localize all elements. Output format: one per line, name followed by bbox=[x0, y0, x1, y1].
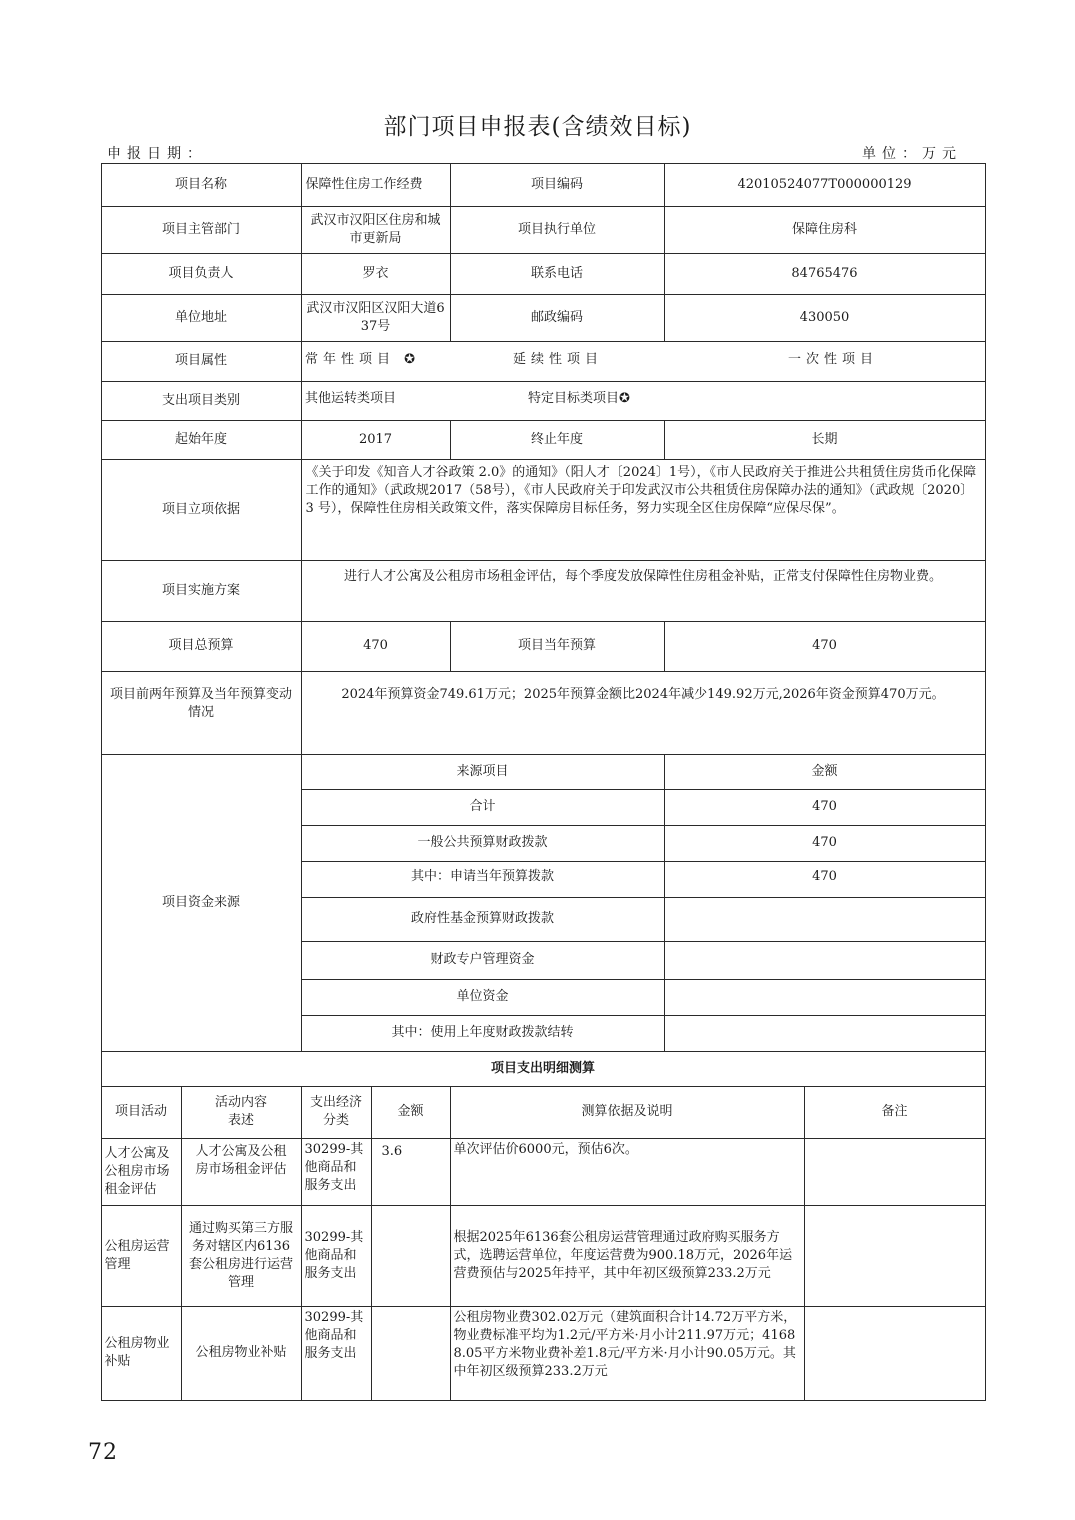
attr-option-annual: 常年性项目 ✪ bbox=[305, 352, 421, 367]
owner-label: 项目负责人 bbox=[101, 253, 302, 295]
detail-header-content: 活动内容表述 bbox=[181, 1086, 302, 1139]
funding-row-amount: 470 bbox=[664, 789, 986, 826]
page-number: 72 bbox=[88, 1440, 118, 1465]
funding-col-amount: 金额 bbox=[664, 754, 986, 790]
end-year-value: 长期 bbox=[664, 420, 986, 460]
detail-row-basis: 根据2025年6136套公租房运营管理通过政府购买服务方式，选聘运营单位，年度运营费为900.18万元，2026年运营费预估与2025年持平，其中年初区级预算233.2万元 bbox=[450, 1205, 805, 1307]
start-year-label: 起始年度 bbox=[101, 420, 302, 460]
funding-row-amount: 470 bbox=[664, 825, 986, 862]
detail-row-basis: 单次评估价6000元，预估6次。 bbox=[450, 1138, 805, 1206]
plan-label: 项目实施方案 bbox=[101, 560, 302, 622]
funding-row-source: 其中：使用上年度财政拨款结转 bbox=[301, 1015, 665, 1052]
project-name-label: 项目名称 bbox=[101, 163, 302, 207]
funding-source-label: 项目资金来源 bbox=[101, 754, 302, 1052]
budget-change-value: 2024年预算资金749.61万元；2025年预算金额比2024年减少149.92万元,2026年资金预算470万元。 bbox=[301, 671, 986, 755]
funding-row-source: 其中：申请当年预算拨款 bbox=[301, 861, 665, 898]
detail-row-activity: 人才公寓及公租房市场租金评估 bbox=[101, 1138, 182, 1206]
year-budget-value: 470 bbox=[664, 621, 986, 672]
detail-row-amount: 3.6 bbox=[371, 1138, 451, 1206]
funding-row-amount bbox=[664, 979, 986, 1016]
detail-header-basis: 测算依据及说明 bbox=[450, 1086, 805, 1139]
detail-row-econ: 30299-其他商品和服务支出 bbox=[301, 1138, 372, 1206]
project-code-value: 42010524077T000000129 bbox=[664, 163, 986, 207]
project-code-label: 项目编码 bbox=[450, 163, 665, 207]
page-title: 部门项目申报表(含绩效目标) bbox=[383, 114, 692, 140]
total-budget-label: 项目总预算 bbox=[101, 621, 302, 672]
detail-header-amount: 金额 bbox=[371, 1086, 451, 1139]
funding-row-source: 财政专户管理资金 bbox=[301, 941, 665, 980]
start-year-value: 2017 bbox=[301, 420, 451, 460]
funding-row-source: 合计 bbox=[301, 789, 665, 826]
total-budget-value: 470 bbox=[301, 621, 451, 672]
address-value: 武汉市汉阳区汉阳大道637号 bbox=[301, 294, 451, 342]
funding-row-amount: 470 bbox=[664, 861, 986, 898]
funding-row-source: 一般公共预算财政拨款 bbox=[301, 825, 665, 862]
detail-row-econ: 30299-其他商品和服务支出 bbox=[301, 1306, 372, 1401]
detail-row-amount bbox=[371, 1306, 451, 1401]
address-label: 单位地址 bbox=[101, 294, 302, 342]
exec-unit-value: 保障住房科 bbox=[664, 206, 986, 254]
detail-row-amount bbox=[371, 1205, 451, 1307]
attr-option-onetime: 一次性项目 bbox=[788, 352, 879, 367]
exec-unit-label: 项目执行单位 bbox=[450, 206, 665, 254]
detail-header-activity: 项目活动 bbox=[101, 1086, 182, 1139]
funding-row-source: 政府性基金预算财政拨款 bbox=[301, 897, 665, 942]
basis-value: 《关于印发《知音人才谷政策 2.0》的通知》（阳人才〔2024〕1号），《市人民政府关于推进公共租赁住房货币化保障工作的通知》（武政规2017（58号），《市人民政府关于印发武汉市公共租赁住房保障办法的通知》（武政规〔2020〕3 号），保障性住房相关政策文件，落实保障房目标任务，努力实现全区住房保障“应保尽保”。 bbox=[301, 459, 986, 561]
detail-header-note: 备注 bbox=[804, 1086, 986, 1139]
detail-section-title: 项目支出明细测算 bbox=[101, 1051, 986, 1087]
owner-value: 罗衣 bbox=[301, 253, 451, 295]
detail-row-content: 通过购买第三方服务对辖区内6136套公租房进行运营管理 bbox=[181, 1205, 302, 1307]
detail-row-basis: 公租房物业费302.02万元（建筑面积合计14.72万平方米，物业费标准平均为1.2元/平方米·月小计211.97万元；41688.05平方米物业费补差1.8元/平方米·月小计90.05万元。其中年初区级预算233.2万元 bbox=[450, 1306, 805, 1401]
detail-row-activity: 公租房物业补贴 bbox=[101, 1306, 182, 1401]
detail-row-activity: 公租房运营管理 bbox=[101, 1205, 182, 1307]
basis-label: 项目立项依据 bbox=[101, 459, 302, 561]
detail-header-econ: 支出经济分类 bbox=[301, 1086, 372, 1139]
funding-row-source: 单位资金 bbox=[301, 979, 665, 1016]
declare-date-label: 申报日期： bbox=[107, 146, 207, 162]
dept-value: 武汉市汉阳区住房和城市更新局 bbox=[301, 206, 451, 254]
detail-row-content: 公租房物业补贴 bbox=[181, 1306, 302, 1401]
detail-row-note bbox=[804, 1205, 986, 1307]
expense-category-options bbox=[301, 381, 986, 421]
phone-value: 84765476 bbox=[664, 253, 986, 295]
detail-row-note bbox=[804, 1138, 986, 1206]
detail-row-note bbox=[804, 1306, 986, 1401]
unit-label: 单位：万元 bbox=[862, 146, 962, 162]
detail-row-content: 人才公寓及公租房市场租金评估 bbox=[181, 1138, 302, 1206]
category-option-operating: 其他运转类项目 bbox=[305, 391, 397, 406]
end-year-label: 终止年度 bbox=[450, 420, 665, 460]
project-name-value: 保障性住房工作经费 bbox=[301, 163, 451, 207]
zipcode-value: 430050 bbox=[664, 294, 986, 342]
funding-row-amount bbox=[664, 897, 986, 942]
expense-category-label: 支出项目类别 bbox=[101, 381, 302, 421]
project-attr-label: 项目属性 bbox=[101, 341, 302, 382]
dept-label: 项目主管部门 bbox=[101, 206, 302, 254]
detail-row-econ: 30299-其他商品和服务支出 bbox=[301, 1205, 372, 1307]
zipcode-label: 邮政编码 bbox=[450, 294, 665, 342]
funding-row-amount bbox=[664, 1015, 986, 1052]
year-budget-label: 项目当年预算 bbox=[450, 621, 665, 672]
phone-label: 联系电话 bbox=[450, 253, 665, 295]
attr-option-continuing: 延续性项目 bbox=[513, 352, 604, 367]
funding-col-source: 来源项目 bbox=[301, 754, 665, 790]
budget-change-label: 项目前两年预算及当年预算变动情况 bbox=[101, 671, 302, 755]
category-option-special: 特定目标类项目✪ bbox=[528, 391, 630, 406]
plan-value: 进行人才公寓及公租房市场租金评估，每个季度发放保障性住房租金补贴，正常支付保障性住房物业费。 bbox=[301, 560, 986, 622]
funding-row-amount bbox=[664, 941, 986, 980]
